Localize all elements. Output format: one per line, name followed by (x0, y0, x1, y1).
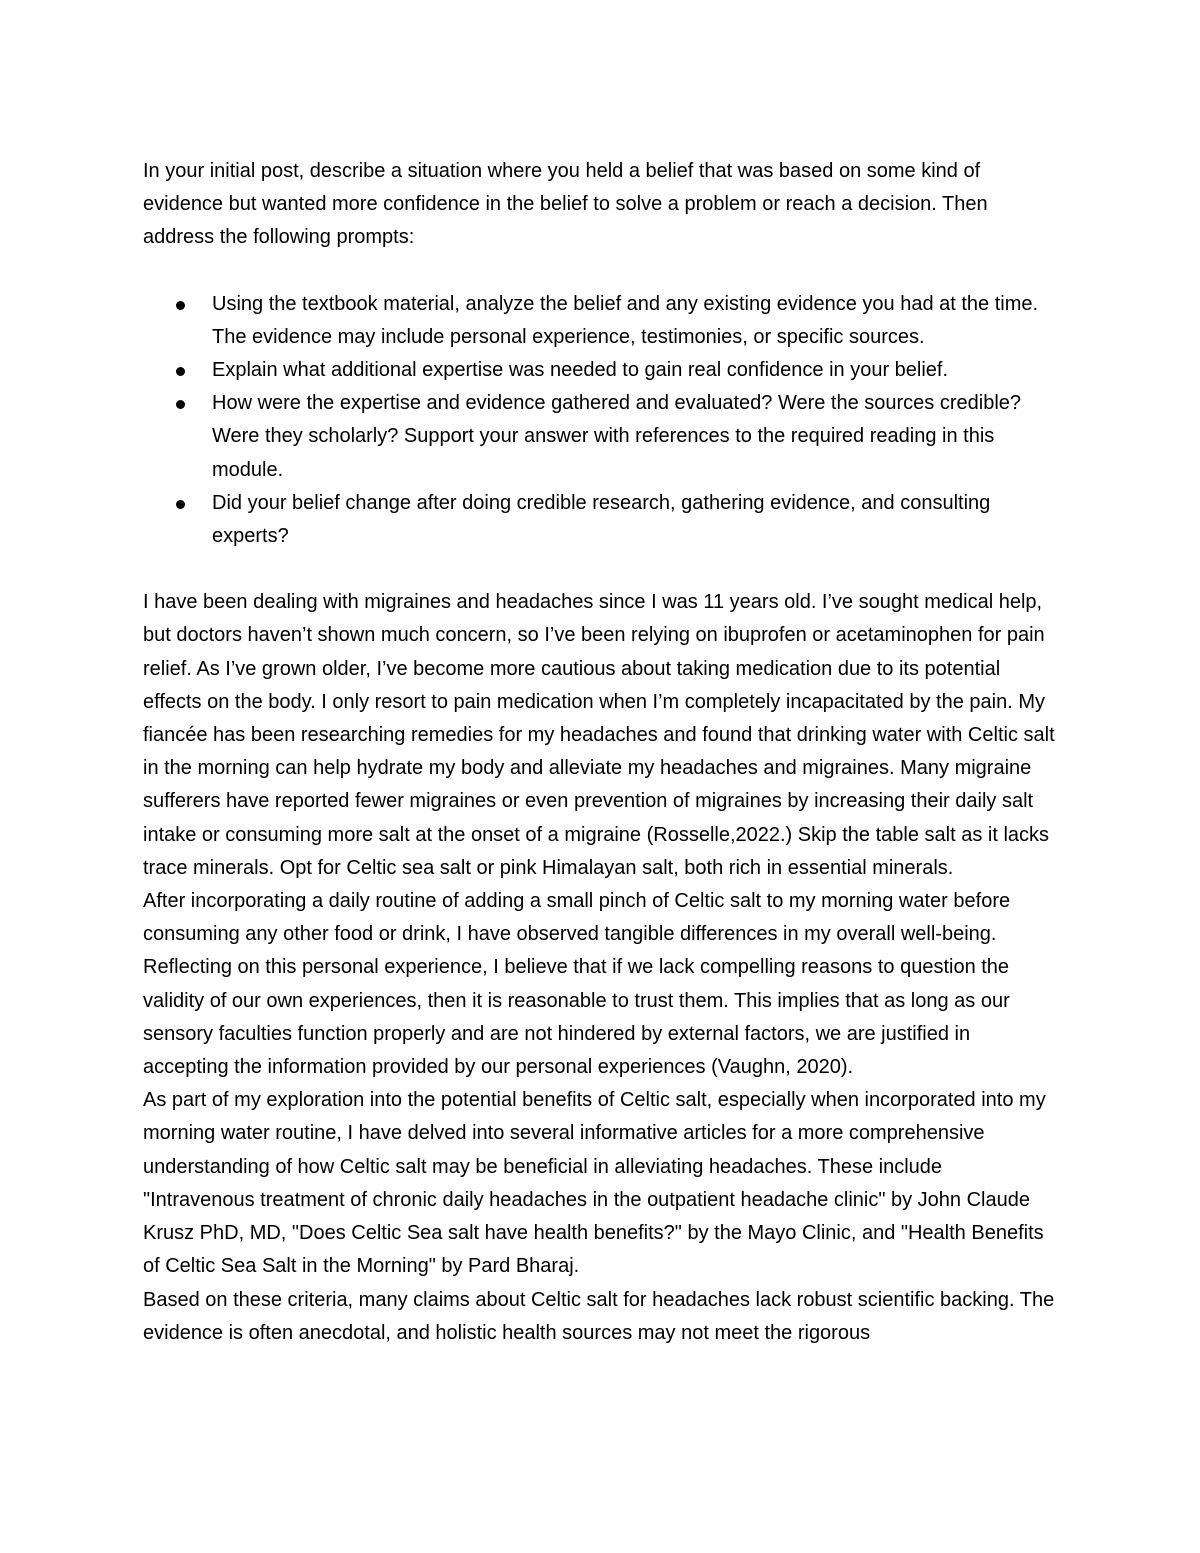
bullet-icon (176, 367, 185, 376)
body-paragraph: I have been dealing with migraines and headaches since I was 11 years old. I’ve sought medical help, but doctors haven’t shown much concern, so I’ve been relying on ibuprofen or acetaminophen for pain relief. As I’ve grown older, I’ve become more cautious about taking medication due to its potential effects on the body. I only resort to pain medication when I’m completely incapacitated by the pain. My fiancée has been researching remedies for my headaches and found that drinking water with Celtic salt in the morning can help hydrate my body and alleviate my headaches and migraines. Many migraine sufferers have reported fewer migraines or even prevention of migraines by increasing their daily salt intake or consuming more salt at the onset of a migraine (Rosselle,2022.) Skip the table salt as it lacks trace minerals. Opt for Celtic sea salt or pink Himalayan salt, both rich in essential minerals. (143, 591, 1055, 879)
prompt-item (143, 387, 1058, 487)
prompt-item (143, 354, 1058, 387)
prompt-text: Using the textbook material, analyze the belief and any existing evidence you had at the time. The evidence may include personal experience, testimonies, or specific sources. (212, 292, 1039, 348)
prompt-item (143, 487, 1058, 553)
body-paragraph: Based on these criteria, many claims about Celtic salt for headaches lack robust scientific backing. The evidence is often anecdotal, and holistic health sources may not meet the rigorous (143, 1288, 1055, 1344)
bullet-icon (176, 400, 185, 409)
prompt-text: Did your belief change after doing credible research, gathering evidence, and consulting experts? (212, 491, 991, 548)
intro-paragraph: In your initial post, describe a situation where you held a belief that was based on some kind of evidence but wanted more confidence in the belief to solve a problem or reach a decision. Then address the following prompts: (143, 160, 988, 249)
prompt-text: How were the expertise and evidence gathered and evaluated? Were the sources credible? Were they scholarly? Support your answer with references to the required reading in this module. (212, 392, 1022, 481)
prompt-list (143, 288, 1058, 554)
body-paragraph: As part of my exploration into the potential benefits of Celtic salt, especially when incorporated into my morning water routine, I have delved into several informative articles for a more comprehensive understanding of how Celtic salt may be beneficial in alleviating headaches. These include "Intravenous treatment of chronic daily headaches in the outpatient headache clinic" by John Claude Krusz PhD, MD, "Does Celtic Sea salt have health benefits?" by the Mayo Clinic, and "Health Benefits of Celtic Sea Salt in the Morning" by Pard Bharaj. (143, 1089, 1046, 1278)
prompt-item (143, 288, 1058, 354)
document-body (143, 155, 1058, 1350)
prompt-text: Explain what additional expertise was needed to gain real confidence in your belief. (212, 359, 949, 382)
bullet-icon (176, 301, 185, 310)
bullet-icon (176, 500, 185, 509)
body-paragraph: After incorporating a daily routine of adding a small pinch of Celtic salt to my morning water before consuming any other food or drink, I have observed tangible differences in my overall well-being. Reflecting on this personal experience, I believe that if we lack compelling reasons to question the validity of our own experiences, then it is reasonable to trust them. This implies that as long as our sensory faculties function properly and are not hindered by external factors, we are justified in accepting the information provided by our personal experiences (Vaughn, 2020). (143, 890, 1011, 1079)
